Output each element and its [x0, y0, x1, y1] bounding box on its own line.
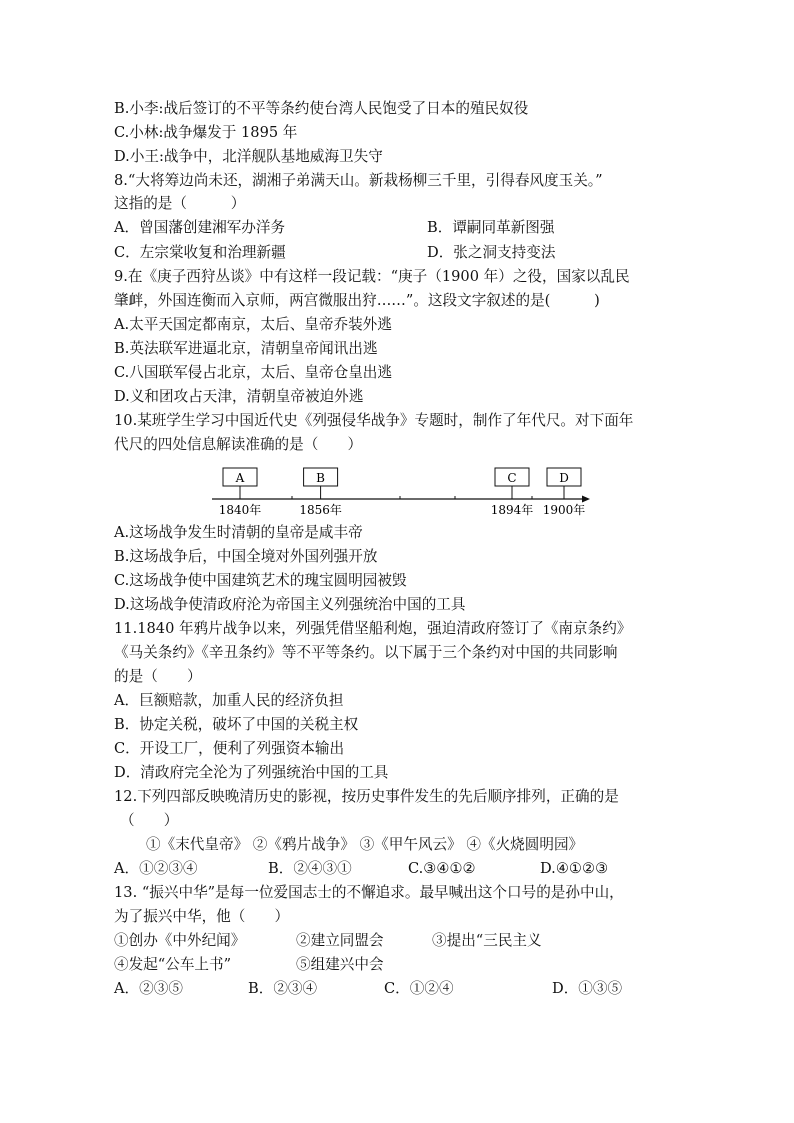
ruler-box-label: B — [316, 471, 326, 485]
q13-item-2: ②建立同盟会 — [296, 932, 384, 949]
q13-item-4: ④发起“公车上书” — [114, 956, 232, 973]
q7-option-c: C.小林:战争爆发于 1895 年 — [114, 124, 298, 141]
q13-option-b: B．②③④ — [248, 980, 318, 997]
q9-option-a: A.太平天国定都南京，太后、皇帝乔装外逃 — [114, 316, 392, 333]
ruler-year-label: 1894年 — [490, 503, 534, 517]
q9-option-c: C.八国联军侵占北京，太后、皇帝仓皇出逃 — [114, 364, 392, 381]
q8-option-c: C．左宗棠收复和治理新疆 — [114, 244, 286, 261]
q8-option-a: A．曾国藩创建湘军办洋务 — [114, 219, 286, 236]
year-ruler — [210, 462, 596, 518]
q9-option-d: D.义和团攻占天津，清朝皇帝被迫外逃 — [114, 388, 364, 405]
q8-option-d: D．张之洞支持变法 — [427, 244, 556, 261]
q8-option-b: B．谭嗣同革新图强 — [427, 219, 555, 236]
ruler-box-label: D — [559, 471, 569, 485]
q7-option-d: D.小王:战争中，北洋舰队基地威海卫失守 — [114, 148, 383, 165]
q8-stem: 8.“大将筹边尚未还，湖湘子弟满天山。新栽杨柳三千里，引得春风度玉关。” — [114, 172, 603, 189]
q10-option-b: B.这场战争后，中国全境对外国列强开放 — [114, 548, 378, 565]
q12-option-d: D.④①②③ — [540, 860, 609, 877]
q11-option-b: B．协定关税，破坏了中国的关税主权 — [114, 716, 359, 733]
q12-stem: 12.下列四部反映晚清历史的影视，按历史事件发生的先后顺序排列，正确的是 — [114, 788, 619, 805]
q7-option-b: B.小李:战后签订的不平等条约使台湾人民饱受了日本的殖民奴役 — [114, 100, 529, 117]
q12-option-b: B．②④③① — [268, 860, 352, 877]
q11-option-a: A．巨额赔款，加重人民的经济负担 — [114, 692, 344, 709]
q10-option-d: D.这场战争使清政府沦为帝国主义列强统治中国的工具 — [114, 596, 466, 613]
q12-option-c: C.③④①② — [408, 860, 476, 877]
q13-option-c: C．①②④ — [384, 980, 454, 997]
q12-option-a: A．①②③④ — [114, 860, 198, 877]
q10-option-a: A.这场战争发生时清朝的皇帝是咸丰帝 — [114, 524, 363, 541]
q11-stem: 11.1840 年鸦片战争以来，列强凭借坚船利炮，强迫清政府签订了《南京条约》 — [114, 620, 632, 637]
q10-stem: 10.某班学生学习中国近代史《列强侵华战争》专题时，制作了年代尺。对下面年 — [114, 412, 634, 429]
q12-stem-cont: （ ） — [120, 812, 179, 829]
q9-stem: 9.在《庚子西狩丛谈》中有这样一段记载：“庚子（1900 年）之役，国家以乱民 — [114, 268, 630, 285]
q9-option-b: B.英法联军进逼北京，清朝皇帝闻讯出逃 — [114, 340, 378, 357]
q11-option-c: C．开设工厂，便利了列强资本输出 — [114, 740, 345, 757]
q13-option-d: D．①③⑤ — [552, 980, 623, 997]
ruler-box-label: C — [507, 471, 517, 485]
q11-stem-end: 的是（ ） — [114, 668, 202, 685]
ruler-year-label: 1900年 — [542, 503, 586, 517]
ruler-year-label: 1840年 — [218, 503, 262, 517]
q11-stem-cont: 《马关条约》《辛丑条约》等不平等条约。以下属于三个条约对中国的共同影响 — [114, 644, 618, 661]
q12-films: ①《末代皇帝》 ②《鸦片战争》 ③《甲午风云》 ④《火烧圆明园》 — [146, 836, 584, 853]
ruler-arrow — [582, 496, 590, 503]
q13-stem-cont: 为了振兴中华，他（ ） — [114, 908, 290, 925]
ruler-box-label: A — [235, 471, 245, 485]
q10-option-c: C.这场战争使中国建筑艺术的瑰宝圆明园被毁 — [114, 572, 407, 589]
q11-option-d: D．清政府完全沦为了列强统治中国的工具 — [114, 764, 389, 781]
q13-stem: 13. “振兴中华”是每一位爱国志士的不懈追求。最早喊出这个口号的是孙中山， — [114, 884, 624, 901]
q13-option-a: A．②③⑤ — [114, 980, 183, 997]
q13-item-5: ⑤组建兴中会 — [296, 956, 384, 973]
q10-stem-cont: 代尺的四处信息解读准确的是（ ） — [114, 436, 363, 453]
q8-stem-cont: 这指的是（ ） — [114, 195, 246, 212]
ruler-year-label: 1856年 — [299, 503, 342, 517]
q9-stem-cont: 肇衅，外国连衡而入京师，两宫微服出狩……”。这段文字叙述的是( ) — [114, 292, 600, 309]
q13-item-1: ①创办《中外纪闻》 — [114, 932, 246, 949]
q13-item-3: ③提出“三民主义 — [432, 932, 542, 949]
